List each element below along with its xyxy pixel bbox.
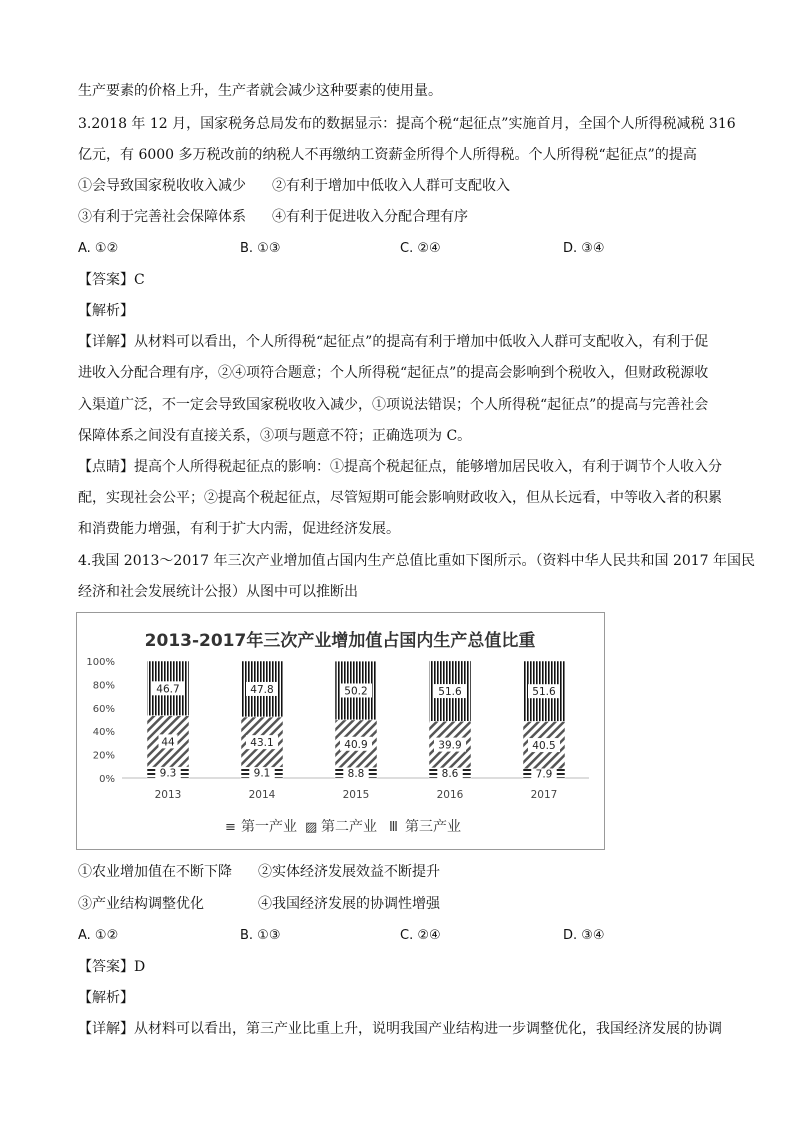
q3-tip-line-3: 和消费能力增强，有利于扩大内需，促进经济发展。 [78,521,400,537]
q3-detail-line-3: 入渠道广泛，不一定会导致国家税收收入减少，①项说法错误；个人所得税“起征点”的提高与完善社会 [78,397,709,413]
x-tick-label: 2017 [530,789,558,801]
data-label: 46.7 [156,683,180,696]
q4-answer: 【答案】D [78,959,146,975]
data-label: 43.1 [250,737,274,750]
y-tick-label: 80% [92,680,115,692]
stacked-bar-chart [76,612,605,850]
q4-choice-d: D. ③④ [563,928,605,943]
data-label: 39.9 [438,739,462,752]
q4-choice-b: B. ①③ [240,928,281,943]
q4-item-4: ④我国经济发展的协调性增强 [258,896,440,912]
legend-marker: Ⅲ [389,820,398,835]
q4-choice-c: C. ②④ [400,928,441,943]
x-tick-label: 2014 [248,789,276,801]
y-tick-label: 100% [86,657,115,668]
chart-svg [77,613,604,849]
y-tick-label: 20% [92,750,115,762]
legend-marker: ▨ [305,820,318,835]
data-label: 51.6 [438,686,462,699]
legend-label: 第二产业 [321,819,377,835]
q3-detail-line-4: 保障体系之间没有直接关系，③项与题意不符；正确选项为 C。 [78,428,472,444]
q3-item-4: ④有利于促进收入分配合理有序 [272,209,468,225]
q4-choice-a: A. ①② [78,928,119,943]
q3-stem-line-1: 3.2018 年 12 月，国家税务总局发布的数据显示：提高个税“起征点”实施首月，全国个人所得税减税 316 [78,116,736,132]
legend-label: 第三产业 [405,819,461,835]
data-label: 51.6 [532,686,556,699]
data-label: 8.6 [441,767,459,780]
data-label: 47.8 [250,683,274,696]
x-tick-label: 2016 [436,789,464,801]
data-label: 9.3 [159,767,177,780]
q3-choice-c: C. ②④ [400,241,441,256]
data-label: 40.9 [344,738,368,751]
y-tick-label: 0% [99,774,115,785]
data-label: 9.1 [253,767,271,780]
data-label: 8.8 [347,767,365,780]
data-label: 50.2 [344,685,368,698]
y-tick-label: 60% [92,703,115,715]
q4-stem-line-1: 4.我国 2013～2017 年三次产业增加值占国内生产总值比重如下图所示。（资料中华人民共和国 2017 年国民 [78,553,756,569]
q3-choice-b: B. ①③ [240,241,281,256]
y-tick-label: 40% [92,727,115,739]
q3-answer: 【答案】C [78,272,145,288]
x-tick-label: 2015 [342,789,370,801]
q3-tip-line-2: 配，实现社会公平；②提高个税起征点，尽管短期可能会影响财政收入，但从长远看，中等收入者的积累 [78,490,722,506]
q3-item-3: ③有利于完善社会保障体系 [78,209,246,225]
data-label: 7.9 [535,768,553,781]
q4-stem-line-2: 经济和社会发展统计公报）从图中可以推断出 [78,584,358,600]
intro-line: 生产要素的价格上升，生产者就会减少这种要素的使用量。 [78,83,442,99]
legend-marker: ≡ [225,820,236,835]
data-label: 44 [161,736,175,749]
q4-item-3: ③产业结构调整优化 [78,896,204,912]
q3-tip-line-1: 【点睛】提高个人所得税起征点的影响：①提高个税起征点，能够增加居民收入，有利于调节个人收入分 [78,459,722,475]
q3-choice-d: D. ③④ [563,241,605,256]
legend-label: 第一产业 [241,819,297,835]
q3-choice-a: A. ①② [78,241,119,256]
q3-item-1: ①会导致国家税收收入减少 [78,178,246,194]
q4-item-1: ①农业增加值在不断下降 [78,864,232,880]
q3-item-2: ②有利于增加中低收入人群可支配收入 [272,178,510,194]
q3-analysis-title: 【解析】 [78,303,134,319]
q3-stem-line-2: 亿元，有 6000 多万税改前的纳税人不再缴纳工资薪金所得个人所得税。个人所得税“起征点”的提高 [78,147,697,163]
q4-detail-line-1: 【详解】从材料可以看出，第三产业比重上升，说明我国产业结构进一步调整优化，我国经济发展的协调 [78,1021,722,1037]
x-tick-label: 2013 [154,789,182,801]
q3-detail-line-1: 【详解】从材料可以看出，个人所得税“起征点”的提高有利于增加中低收入人群可支配收入，有利于促 [78,334,709,350]
data-label: 40.5 [532,740,556,753]
q4-analysis-title: 【解析】 [78,990,134,1006]
chart-title: 2013-2017年三次产业增加值占国内生产总值比重 [144,631,536,651]
q3-detail-line-2: 进收入分配合理有序，②④项符合题意；个人所得税“起征点”的提高会影响到个税收入，但财政税源收 [78,365,709,381]
q4-item-2: ②实体经济发展效益不断提升 [258,864,440,880]
